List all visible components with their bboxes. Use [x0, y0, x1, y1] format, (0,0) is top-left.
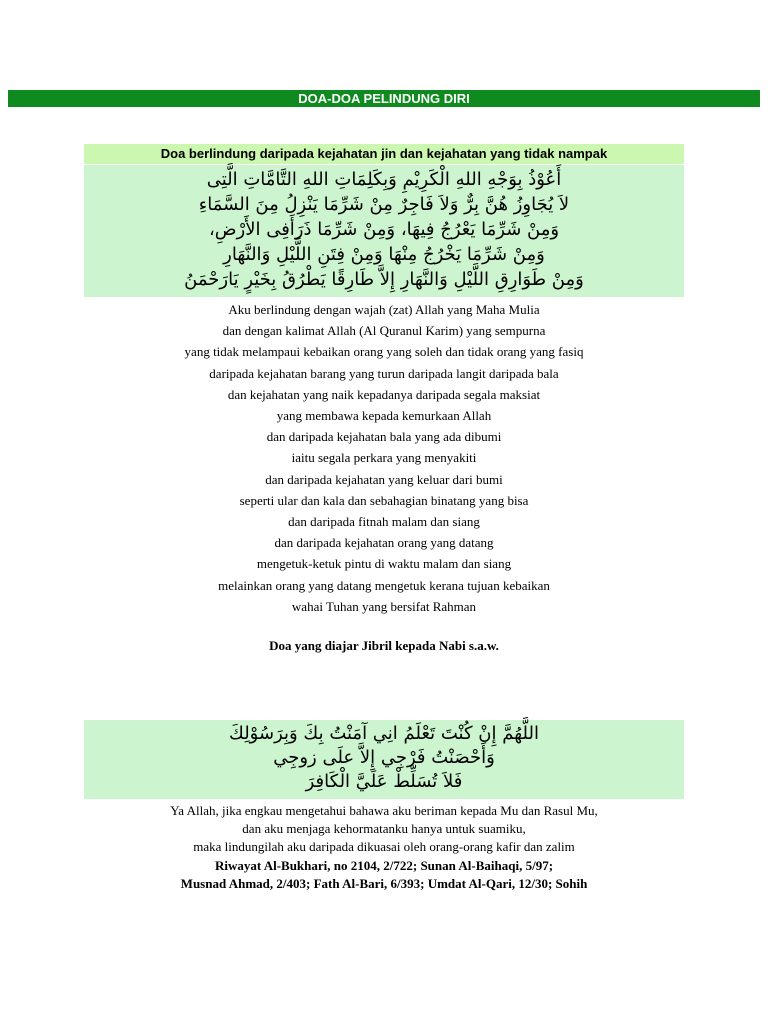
arabic-line: فَلاَ تُسَلِّطْ عَلَيَّ الْكَافِرَ: [305, 771, 463, 792]
translation-line: seperti ular dan kala dan sebahagian binatang yang bisa: [239, 492, 529, 508]
section2-arabic-text: [84, 720, 684, 799]
section2-heading: Doa yang diajar Jibril kepada Nabi s.a.w.: [269, 638, 499, 653]
translation-line: mengetuk-ketuk pintu di waktu malam dan siang: [256, 556, 512, 572]
translation-line: wahai Tuhan yang bersifat Rahman: [291, 598, 477, 614]
section1-translation: [84, 299, 684, 617]
translation-line: dan daripada kejahatan bala yang ada dibumi: [266, 429, 502, 445]
arabic-line: اللَّهُمَّ إِنْ كُنْتَ تَعْلَمُ انِي آمَنْتُ بِكَ وَبِرَسُوْلِكَ: [229, 723, 539, 744]
translation-line: yang membawa kepada kemurkaan Allah: [276, 408, 492, 424]
translation-line: daripada kejahatan barang yang turun daripada langit daripada bala: [209, 365, 559, 381]
translation-line: maka lindungilah aku daripada dikuasai oleh orang-orang kafir dan zalim: [193, 839, 575, 854]
arabic-line: وَمِنْ شَرِّمَا يَخْرُجُ مِنْهَا وَمِنْ فِتَنِ اللَّيْلِ وَالنَّهَارِ: [223, 244, 545, 265]
section1-heading: Doa berlindung daripada kejahatan jin dan kejahatan yang tidak nampak: [84, 144, 684, 164]
translation-line: dan daripada fitnah malam dan siang: [288, 514, 480, 530]
translation-line: dan daripada kejahatan yang keluar dari bumi: [265, 471, 503, 487]
translation-line: dan kejahatan yang naik kepadanya daripada segala maksiat: [227, 386, 541, 402]
section1-arabic-text: [84, 165, 684, 297]
page-title: DOA-DOA PELINDUNG DIRI: [8, 90, 760, 107]
section2-translation: [84, 802, 684, 856]
translation-line: melainkan orang yang datang mengetuk kerana tujuan kebaikan: [218, 577, 550, 593]
translation-line: dan dengan kalimat Allah (Al Quranul Karim) yang sempurna: [222, 323, 546, 339]
translation-line: dan daripada kejahatan orang yang datang: [274, 535, 494, 551]
arabic-line: أَعُوْذُ بِوَجْهِ اللهِ الْكَرِيْمِ وَبِكَلِمَاتِ اللهِ التَّامَّاتِ الَّتِى: [206, 169, 562, 190]
arabic-line: لاَ يُجَاوِزُ هُنَّ بِرٌّ وَلاَ فَاجِرٌ مِنْ شَرِّمَا يَنْزِلُ مِنَ السَّمَاءِ: [198, 194, 570, 215]
reference-line: Riwayat Al-Bukhari, no 2104, 2/722; Sunan Al-Baihaqi, 5/97;: [214, 858, 554, 873]
section2-references: [84, 857, 684, 893]
reference-line: Musnad Ahmad, 2/403; Fath Al-Bari, 6/393; Umdat Al-Qari, 12/30; Sohih: [180, 876, 588, 891]
arabic-line: وَمِنْ طَوَارِقِ اللَّيْلِ وَالنَّهَارِ إِلاَّ طَارِقًا يَطْرُقُ بِخَيْرٍ يَارَحْمَنُ: [184, 269, 584, 290]
translation-line: dan aku menjaga kehormatanku hanya untuk suamiku,: [242, 821, 526, 836]
translation-line: yang tidak melampaui kebaikan orang yang soleh dan tidak orang yang fasiq: [184, 344, 584, 360]
translation-line: Aku berlindung dengan wajah (zat) Allah yang Maha Mulia: [228, 302, 540, 317]
translation-line: Ya Allah, jika engkau mengetahui bahawa aku beriman kepada Mu dan Rasul Mu,: [170, 803, 598, 818]
arabic-line: وَأَحْصَنْتُ فَرْجِي إِلاَّ علَى زوجِي: [273, 747, 495, 768]
arabic-line: وَمِنْ شَرِّمَا يَعْرُجُ فِيهَا، وَمِنْ شَرِّمَا ذَرَأَفِى الأَرْضِ،: [208, 219, 560, 240]
translation-line: iaitu segala perkara yang menyakiti: [291, 450, 477, 466]
